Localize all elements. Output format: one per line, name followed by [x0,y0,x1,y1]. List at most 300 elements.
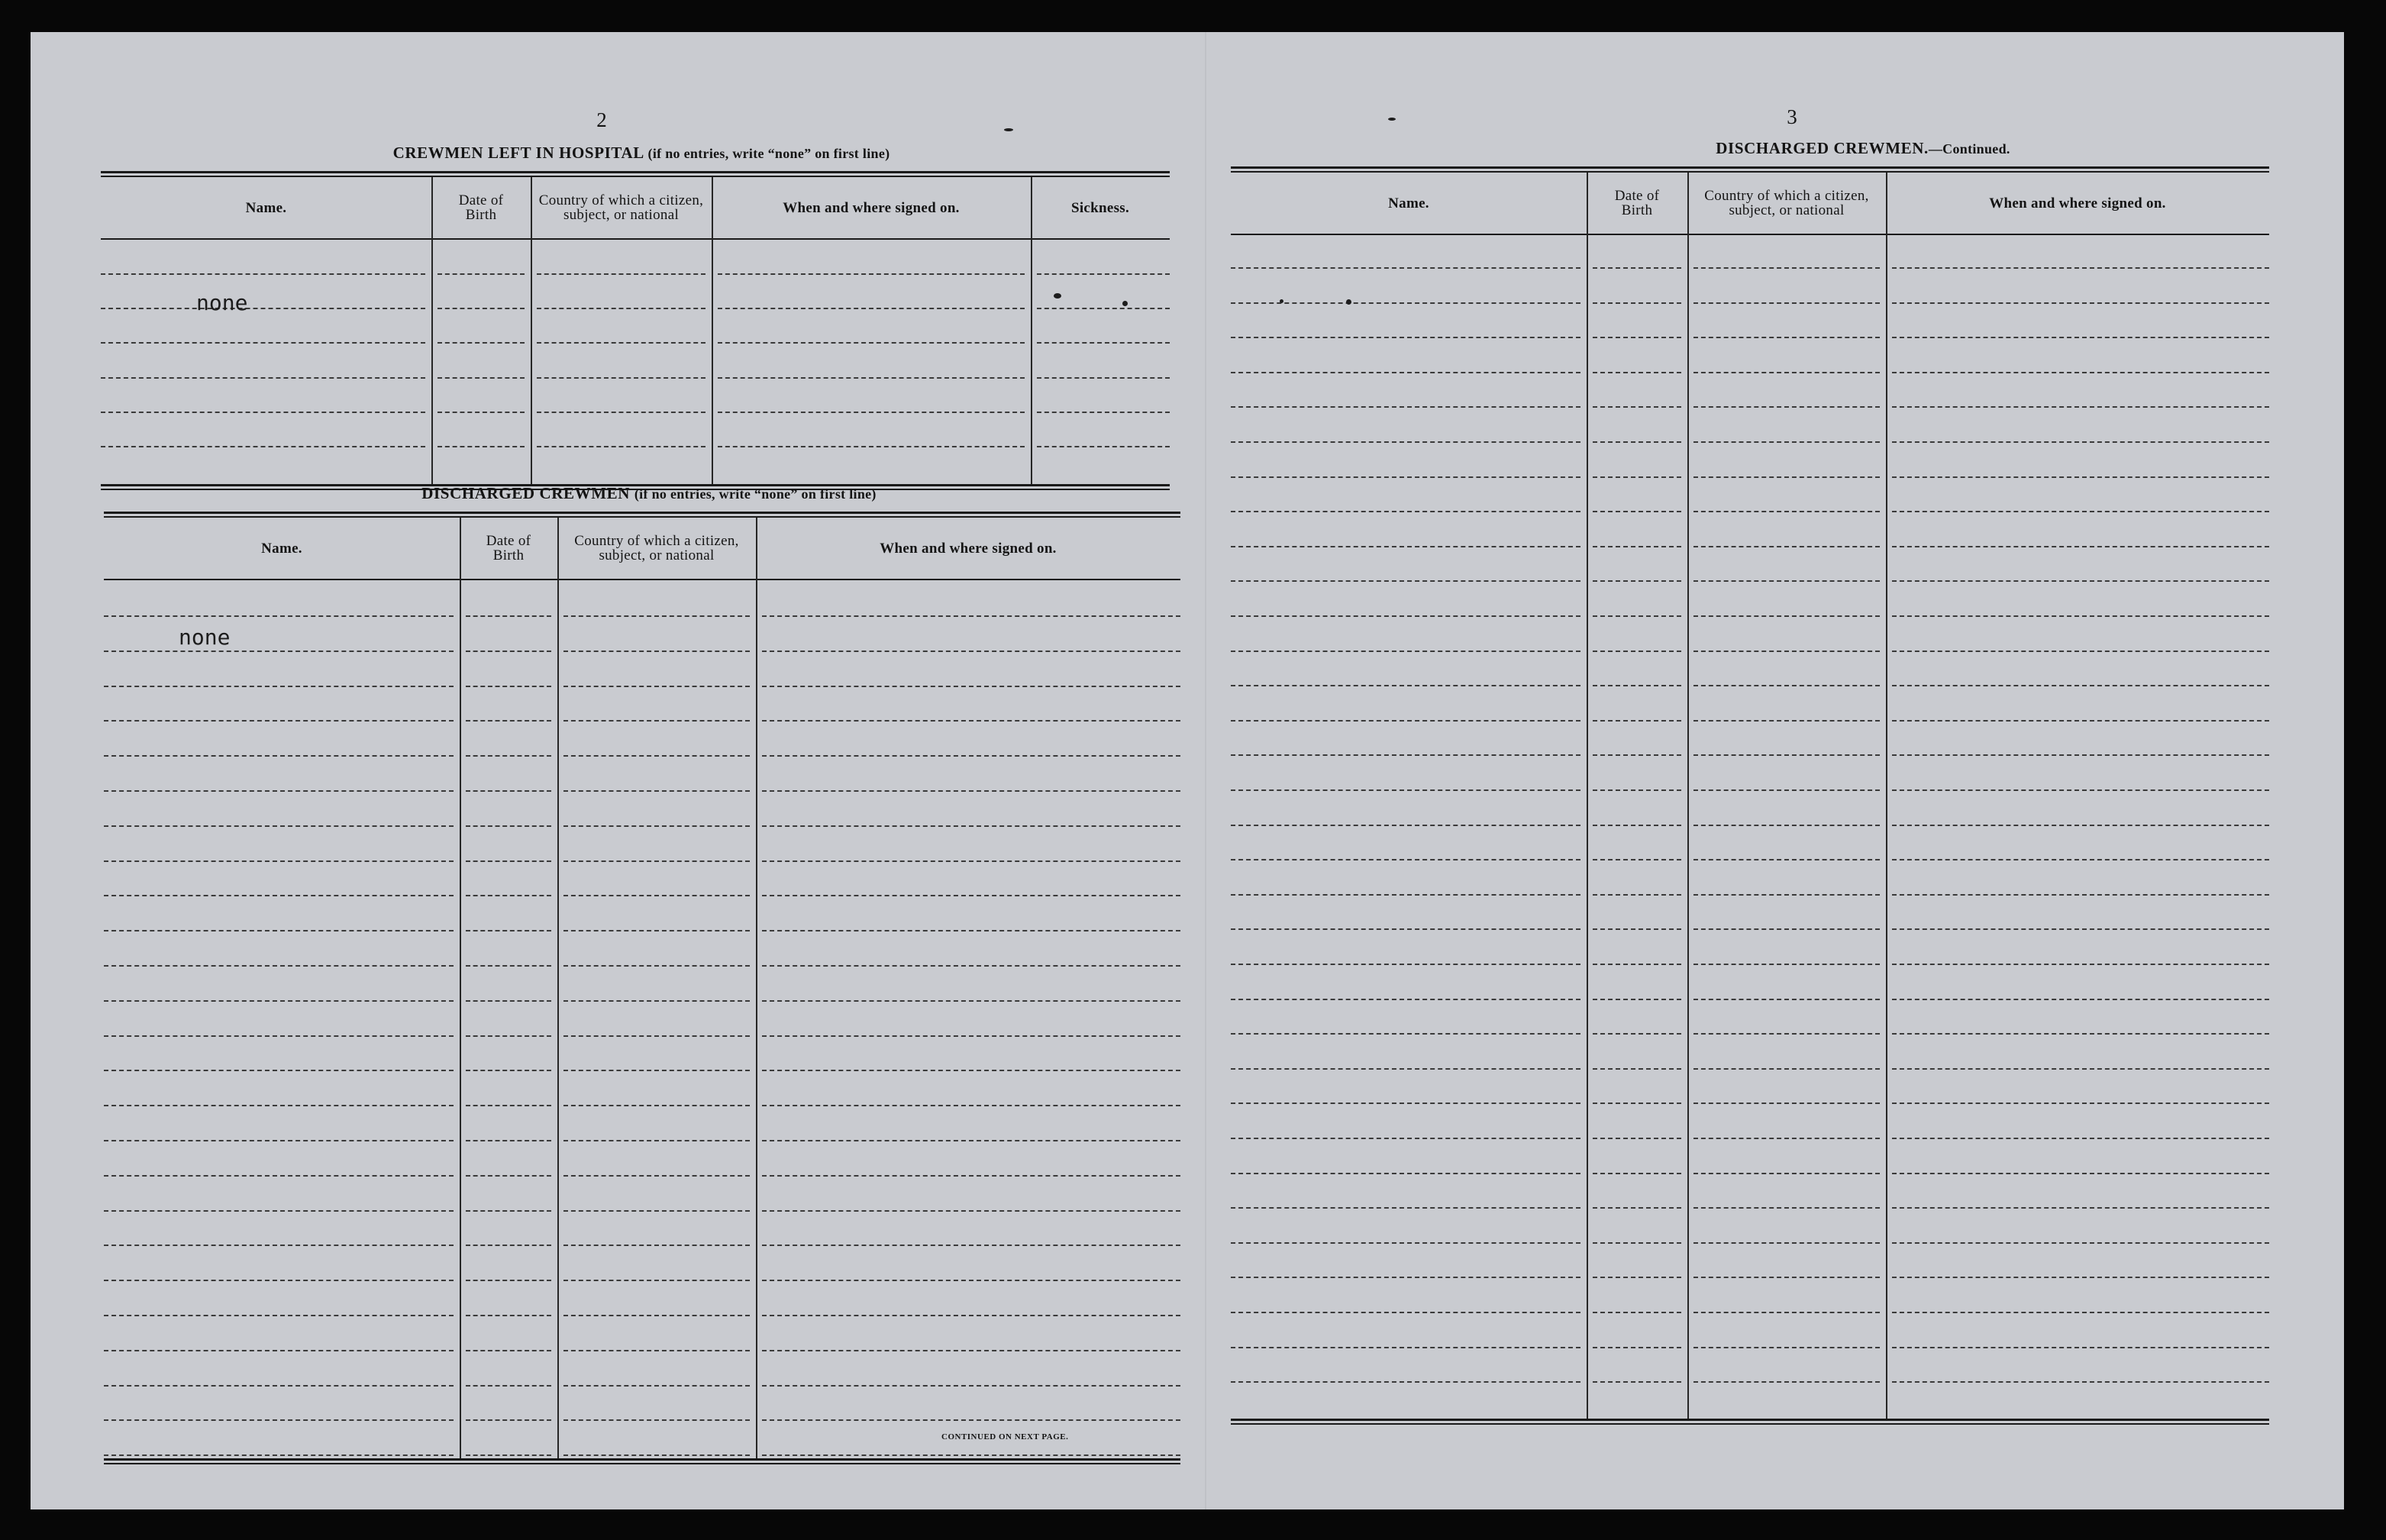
ruled-line [537,412,705,413]
ruled-line [101,412,425,413]
column-header-country-text: Country of which a citizen, subject, or national [574,533,739,563]
ruled-line [1693,720,1880,722]
ruled-line [537,342,705,344]
ruled-line [762,895,1180,896]
ruled-line [537,308,705,309]
ruled-line [466,895,551,896]
ruled-line [1693,825,1880,826]
ink-speck [1388,118,1396,121]
ruled-line [466,755,551,757]
ruled-line [1693,1277,1880,1278]
ruled-line [1593,267,1681,269]
column-header-date-of-birth [431,177,531,238]
column-header-date-of-birth-text: Date of Birth [486,533,531,563]
column-divider [1687,173,1689,1419]
ruled-line [1892,1033,2269,1035]
ruled-line [1892,615,2269,617]
ruled-line [1593,546,1681,547]
ruled-line [1231,1381,1580,1383]
continued-footer: CONTINUED ON NEXT PAGE. [941,1432,1069,1442]
ruled-line [466,615,551,617]
ruled-line [1693,789,1880,791]
ruled-line [104,895,454,896]
ruled-line [437,342,525,344]
ruled-line [1892,441,2269,443]
column-header-name: Name. [261,540,302,557]
ruled-line [1231,1277,1580,1278]
ruled-line [1693,685,1880,686]
continued-suffix: —Continued. [1928,141,2010,157]
ruled-line [1892,1103,2269,1104]
ruled-line [762,1035,1180,1037]
ruled-line [1593,1347,1681,1348]
column-header-signed-on: When and where signed on. [783,199,960,216]
discharged-entry-none: none [179,625,231,650]
ruled-line [1693,511,1880,512]
ruled-line [1037,308,1170,309]
ruled-line [466,930,551,931]
ruled-line [1892,789,2269,791]
ruled-line [101,273,425,275]
ruled-line [466,860,551,862]
ruled-line [466,1000,551,1002]
ruled-line [1593,1207,1681,1209]
ruled-line [1231,964,1580,965]
ruled-line [1693,1173,1880,1174]
column-header-country-text: Country of which a citizen, subject, or national [1704,188,1869,218]
ruled-line [1892,1138,2269,1139]
ruled-line [1231,1138,1580,1139]
discharged-section-title [137,484,1161,503]
ruled-line [466,1035,551,1037]
ruled-line [1231,789,1580,791]
ruled-line [762,965,1180,967]
ruled-line [104,615,454,617]
hospital-instruction: (if no entries, write “none” on first line) [647,146,890,161]
ruled-line [563,1070,750,1071]
ruled-line [1892,651,2269,652]
ruled-line [104,1454,454,1456]
ruled-line [1693,476,1880,478]
ruled-line [1231,720,1580,722]
ruled-line [762,755,1180,757]
ruled-line [1231,441,1580,443]
ruled-line [1892,964,2269,965]
ruled-line [762,1419,1180,1421]
discharged-instruction: (if no entries, write “none” on first line) [634,486,877,502]
ruled-line [437,412,525,413]
ruled-line [762,686,1180,687]
ruled-line [1693,1207,1880,1209]
ruled-line [1693,964,1880,965]
ruled-line [1231,511,1580,512]
ruled-line [104,965,454,967]
ruled-line [1892,928,2269,930]
ruled-line [104,651,454,652]
ruled-line [466,1140,551,1141]
ruled-line [104,1035,454,1037]
column-header-date-of-birth-text: Date of Birth [458,192,504,223]
ruled-line [1693,546,1880,547]
ruled-line [1593,825,1681,826]
ruled-line [1693,1033,1880,1035]
ruled-line [563,860,750,862]
ruled-line [537,446,705,447]
ink-speck [1004,128,1013,131]
ruled-line [762,1454,1180,1456]
hospital-title-text: CREWMEN LEFT IN HOSPITAL [392,144,644,162]
ruled-line [1693,372,1880,373]
ruled-line [1593,337,1681,338]
ruled-line [718,273,1025,275]
ruled-line [1892,1277,2269,1278]
ruled-line [1892,825,2269,826]
ruled-line [1593,1277,1681,1278]
ruled-line [1593,1381,1681,1383]
ruled-line [1892,720,2269,722]
ruled-line [104,1140,454,1141]
table-bottom-rule [1231,1419,2269,1425]
ruled-line [101,377,425,379]
ruled-line [1693,1381,1880,1383]
ruled-line [1693,1312,1880,1313]
ruled-line [1892,1242,2269,1244]
ruled-line [104,1315,454,1316]
page-number: 3 [1787,105,1797,128]
page-number: 2 [596,108,607,131]
ruled-line [1231,685,1580,686]
ruled-line [1593,859,1681,860]
ruled-line [1231,894,1580,896]
ruled-line [1593,615,1681,617]
ruled-line [718,308,1025,309]
ruled-line [1231,302,1580,304]
page-3 [1206,32,2344,1509]
column-divider [1587,173,1588,1419]
ruled-line [1693,1347,1880,1348]
ruled-line [762,1385,1180,1387]
column-divider [557,518,559,1458]
ruled-line [1892,1381,2269,1383]
ruled-line [1693,580,1880,582]
page-2 [31,32,1203,1509]
hospital-entry-none: none [196,290,248,315]
ruled-line [1231,1347,1580,1348]
ruled-line [1231,337,1580,338]
ruled-line [466,1385,551,1387]
ruled-line [104,755,454,757]
ruled-line [1892,754,2269,756]
ruled-line [563,930,750,931]
ruled-line [1892,372,2269,373]
ruled-line [762,1245,1180,1246]
ruled-line [437,308,525,309]
ruled-line [1693,928,1880,930]
ruled-line [104,825,454,827]
ruled-line [762,1000,1180,1002]
ink-speck [1280,299,1283,303]
ruled-line [1892,302,2269,304]
column-header-date-of-birth [1587,173,1687,234]
ruled-line [1231,476,1580,478]
hospital-table [101,171,1170,492]
table-top-rule [101,171,1170,177]
ruled-line [1231,754,1580,756]
ruled-line [1593,406,1681,408]
ruled-line [1693,754,1880,756]
ruled-line [718,342,1025,344]
ruled-line [762,790,1180,792]
ruled-line [563,1245,750,1246]
ruled-line [1693,651,1880,652]
ruled-line [466,825,551,827]
header-rule [104,579,1180,580]
ruled-line [762,615,1180,617]
ruled-line [1593,1173,1681,1174]
column-header-name: Name. [245,199,287,216]
ruled-line [1231,651,1580,652]
ruled-line [1593,372,1681,373]
ruled-line [1693,1138,1880,1139]
ruled-line [104,1070,454,1071]
ruled-line [563,755,750,757]
ruled-line [1593,894,1681,896]
ruled-line [762,1210,1180,1212]
ruled-line [1593,720,1681,722]
ruled-line [1693,859,1880,860]
ruled-line [1037,446,1170,447]
ruled-line [1693,999,1880,1000]
ruled-line [1693,267,1880,269]
column-divider [756,518,757,1458]
ruled-line [466,651,551,652]
ruled-line [563,790,750,792]
ruled-line [1593,685,1681,686]
ruled-line [1593,754,1681,756]
ruled-line [1593,1068,1681,1070]
ruled-line [1892,999,2269,1000]
ruled-line [718,377,1025,379]
column-header-date-of-birth-text: Date of Birth [1614,188,1660,218]
ruled-line [1593,580,1681,582]
ruled-line [1593,999,1681,1000]
ruled-line [1231,1068,1580,1070]
column-header-signed-on: When and where signed on. [1989,195,2166,211]
ruled-line [1693,1068,1880,1070]
ruled-line [762,1140,1180,1141]
ruled-line [762,930,1180,931]
ruled-line [104,1350,454,1351]
ruled-line [466,1210,551,1212]
ruled-line [563,1315,750,1316]
ruled-line [104,790,454,792]
ruled-line [1231,859,1580,860]
ruled-line [466,686,551,687]
ruled-line [466,1280,551,1281]
ruled-line [563,1035,750,1037]
ruled-line [466,1245,551,1246]
ruled-line [762,651,1180,652]
ruled-line [563,651,750,652]
ruled-line [1231,615,1580,617]
column-header-country-text: Country of which a citizen, subject, or national [538,192,704,223]
table-top-rule [1231,166,2269,173]
ruled-line [1231,999,1580,1000]
ruled-line [104,720,454,722]
ruled-line [563,720,750,722]
hospital-section-title [130,144,1153,163]
ruled-line [466,1105,551,1106]
ruled-line [1231,580,1580,582]
ruled-line [762,825,1180,827]
ruled-line [1693,615,1880,617]
column-header-sickness: Sickness. [1070,199,1130,216]
column-header-country [1687,173,1886,234]
ruled-line [466,1454,551,1456]
ruled-line [1593,302,1681,304]
ruled-line [104,1105,454,1106]
ruled-line [1231,546,1580,547]
ruled-line [762,1070,1180,1071]
ruled-line [563,1350,750,1351]
ruled-line [466,1070,551,1071]
ruled-line [104,860,454,862]
ruled-line [104,930,454,931]
ruled-line [1231,1312,1580,1313]
ruled-line [1231,1207,1580,1209]
discharged-continued-table [1231,166,2269,1464]
ruled-line [466,1350,551,1351]
ruled-line [1231,1103,1580,1104]
discharged-continued-title-text: DISCHARGED CREWMEN. [1716,139,1929,157]
ruled-line [1892,1312,2269,1313]
ruled-line [101,446,425,447]
ruled-line [1593,964,1681,965]
ruled-line [1593,1312,1681,1313]
ruled-line [1593,1103,1681,1104]
ruled-line [1892,580,2269,582]
ruled-line [1593,441,1681,443]
ruled-line [718,446,1025,447]
ruled-line [762,1350,1180,1351]
ruled-line [1693,441,1880,443]
ruled-line [1037,342,1170,344]
ruled-line [1037,412,1170,413]
ruled-line [563,615,750,617]
ruled-line [104,1000,454,1002]
ruled-line [1892,685,2269,686]
ruled-line [563,1105,750,1106]
ruled-line [762,860,1180,862]
ruled-line [437,446,525,447]
header-rule [1231,234,2269,235]
ruled-line [1892,406,2269,408]
column-header-signed-on: When and where signed on. [880,540,1057,557]
header-rule [101,238,1170,240]
ruled-line [762,1175,1180,1177]
ink-speck [1122,301,1128,306]
ruled-line [762,720,1180,722]
ruled-line [104,686,454,687]
ruled-line [104,1210,454,1212]
ruled-line [1892,1068,2269,1070]
ruled-line [1231,406,1580,408]
ruled-line [1892,894,2269,896]
ruled-line [104,1245,454,1246]
ruled-line [104,1385,454,1387]
ruled-line [1231,1033,1580,1035]
ruled-line [563,965,750,967]
document-sheet [31,32,2344,1509]
table-bottom-rule [104,1458,1180,1464]
ruled-line [104,1419,454,1421]
ruled-line [1693,302,1880,304]
ruled-line [563,686,750,687]
ruled-line [563,1210,750,1212]
ruled-line [1593,476,1681,478]
column-divider [460,518,461,1458]
ruled-line [563,825,750,827]
discharged-continued-title [1206,139,2386,158]
ruled-line [1892,511,2269,512]
ruled-line [1593,1138,1681,1139]
ruled-line [1231,1242,1580,1244]
ruled-line [1231,825,1580,826]
ruled-line [1593,1033,1681,1035]
ruled-line [1037,377,1170,379]
ruled-line [1593,511,1681,512]
ruled-line [101,342,425,344]
table-top-rule [104,512,1180,518]
ruled-line [1231,267,1580,269]
ruled-line [1693,406,1880,408]
ruled-line [1231,928,1580,930]
ruled-line [466,1175,551,1177]
ruled-line [1892,337,2269,338]
column-header-name: Name. [1388,195,1429,211]
discharged-title-text: DISCHARGED CREWMEN [421,484,631,502]
ruled-line [1892,546,2269,547]
column-header-country [531,177,712,238]
ruled-line [537,377,705,379]
ruled-line [1231,372,1580,373]
ruled-line [104,1280,454,1281]
ruled-line [466,720,551,722]
ruled-line [1593,789,1681,791]
ruled-line [1037,273,1170,275]
ink-speck [1054,293,1061,299]
ruled-line [1593,1242,1681,1244]
ruled-line [101,308,425,309]
ruled-line [762,1315,1180,1316]
ruled-line [563,1419,750,1421]
ruled-line [1693,1103,1880,1104]
ruled-line [762,1280,1180,1281]
ruled-line [437,377,525,379]
ruled-line [1892,1347,2269,1348]
ruled-line [1693,894,1880,896]
ruled-line [1892,1173,2269,1174]
ruled-line [466,790,551,792]
ruled-line [563,1140,750,1141]
ruled-line [563,1175,750,1177]
ruled-line [563,895,750,896]
ruled-line [563,1385,750,1387]
ruled-line [762,1105,1180,1106]
column-divider [1886,173,1887,1419]
ruled-line [1593,928,1681,930]
ruled-line [1892,267,2269,269]
